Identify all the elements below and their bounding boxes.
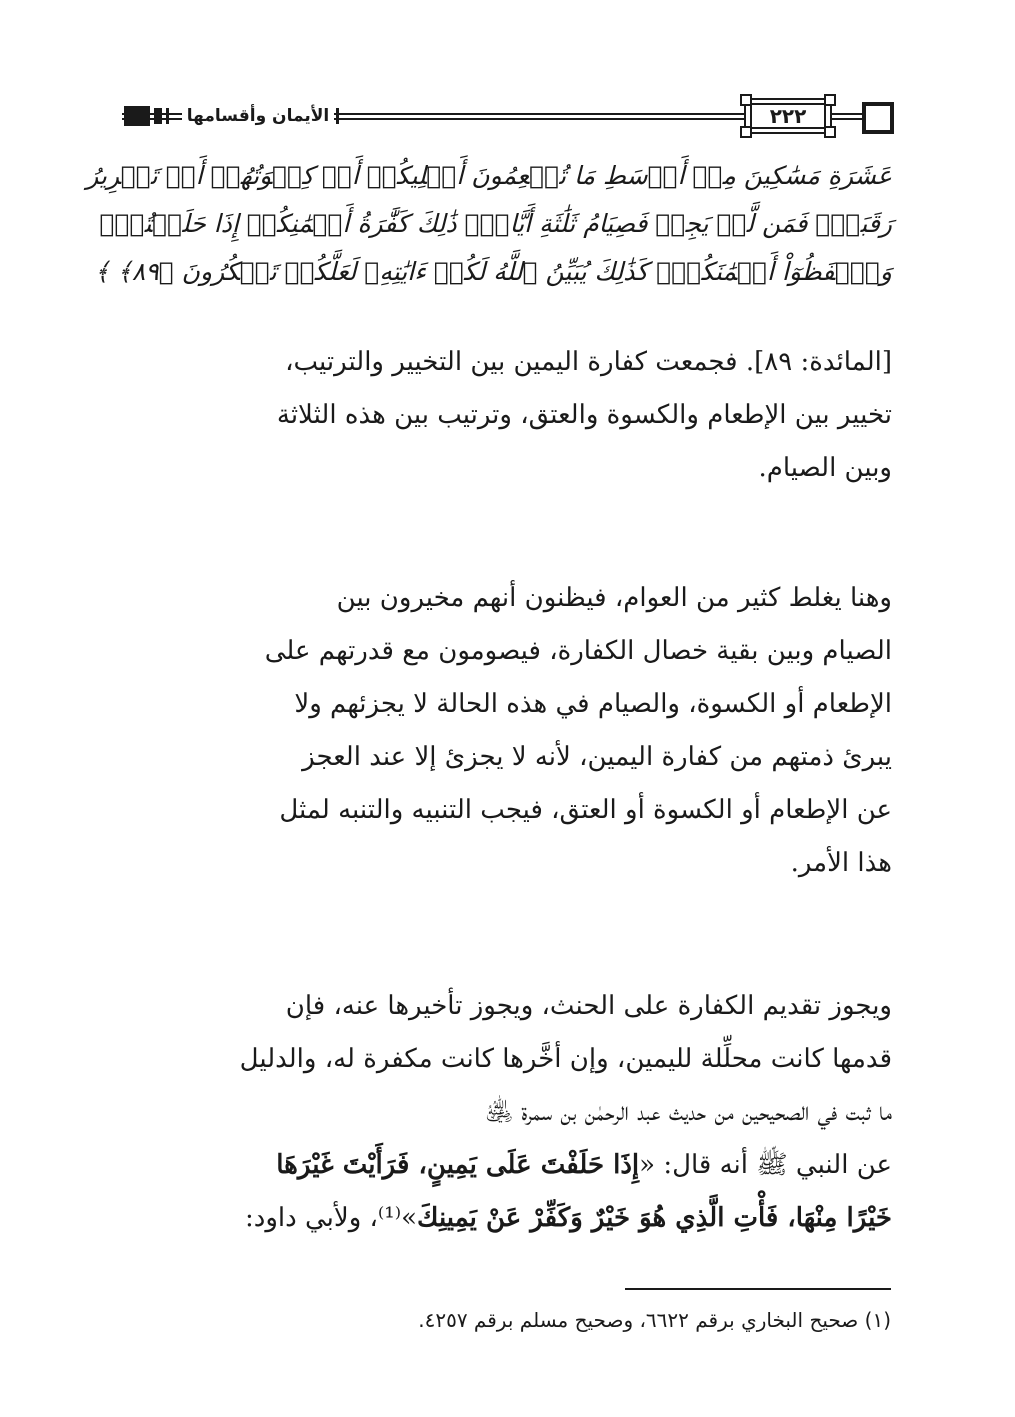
hadith-citation: »⁽¹⁾، ولأبي داود: bbox=[245, 1203, 418, 1233]
text-line: قدمها كانت محلِّلة لليمين، وإن أخَّرها كانت مكفرة له، والدليل bbox=[239, 1044, 892, 1074]
text-line: ما ثبت في الصحيحين من حديث عبد الرحمٰن بن سمرة ﵁ bbox=[484, 1097, 892, 1127]
header-ornament-thin-bar bbox=[166, 108, 169, 124]
quran-verse bbox=[86, 152, 892, 296]
verse-line: عَشَرَةِ مَسَٰكِينَ مِنۡ أَوۡسَطِ مَا تُطۡعِمُونَ أَهۡلِيكُمۡ أَوۡ كِسۡوَتُهُمۡ أَوۡ تَحۡرِيرُ bbox=[86, 161, 892, 190]
paragraph-timing bbox=[122, 980, 892, 1245]
hadith-quote: خَيْرًا مِنْهَا، فَأْتِ الَّذِي هُوَ خَيْرٌ وَكَفِّرْ عَنْ يَمِينِكَ bbox=[417, 1203, 892, 1233]
paragraph-common-mistake bbox=[122, 572, 892, 890]
paragraph-expiation bbox=[122, 336, 892, 495]
header-ornament-block bbox=[124, 106, 150, 126]
header-ornament-square bbox=[862, 102, 894, 134]
text-line: الإطعام أو الكسوة، والصيام في هذه الحالة لا يجزئهم ولا bbox=[294, 689, 892, 719]
text-line: ويجوز تقديم الكفارة على الحنث، ويجوز تأخيرها عنه، فإن bbox=[285, 991, 892, 1021]
text-line: هذا الأمر. bbox=[790, 848, 892, 878]
verse-line: رَقَبَةٖۖ فَمَن لَّمۡ يَجِدۡ فَصِيَامُ ثَلَٰثَةِ أَيَّامٖۚ ذَٰلِكَ كَفَّٰرَةُ أَيۡمَٰنِكُمۡ إِذَا حَلَفۡتُمۡۚ bbox=[99, 209, 892, 238]
text-line: وبين الصيام. bbox=[758, 453, 892, 483]
text-line: يبرئ ذمتهم من كفارة اليمين، لأنه لا يجزئ إلا عند العجز bbox=[302, 742, 892, 772]
text-line: الصيام وبين بقية خصال الكفارة، فيصومون مع قدرتهم على bbox=[264, 636, 892, 666]
text-line bbox=[122, 1139, 892, 1192]
header-ornament-divider bbox=[336, 108, 339, 124]
text-line bbox=[122, 1192, 892, 1245]
text-line: تخيير بين الإطعام والكسوة والعتق، وترتيب بين هذه الثلاثة bbox=[276, 400, 892, 430]
text-line: عن الإطعام أو الكسوة أو العتق، فيجب التنبيه والتنبه لمثل bbox=[279, 795, 892, 825]
header-ornament-bar bbox=[154, 108, 162, 124]
running-header bbox=[122, 96, 892, 136]
page-number: ٢٢٢ bbox=[769, 104, 807, 128]
hadith-quote: إِذَا حَلَفْتَ عَلَى يَمِينٍ، فَرَأَيْتَ غَيْرَهَا bbox=[276, 1150, 640, 1180]
footnote-separator bbox=[625, 1288, 891, 1290]
hadith-intro: عن النبي ﷺ أنه قال: « bbox=[639, 1150, 892, 1180]
text-line: وهنا يغلط كثير من العوام، فيظنون أنهم مخيرون بين bbox=[336, 583, 892, 613]
text-line: [المائدة: ٨٩]. فجمعت كفارة اليمين بين التخيير والترتيب، bbox=[285, 347, 892, 377]
page-number-frame bbox=[744, 98, 832, 134]
chapter-title: الأيمان وأقسامها bbox=[182, 100, 334, 132]
verse-line: وَٱحۡفَظُوٓاْ أَيۡمَٰنَكُمۡۚ كَذَٰلِكَ يُبَيِّنُ ٱللَّهُ لَكُمۡ ءَايَٰتِهِۦ لَعَلَّكُمۡ تَشۡكُرُونَ ﴿٨٩﴾ ﴾ bbox=[94, 257, 892, 286]
footnote: (١) صحيح البخاري برقم ٦٦٢٢، وصحيح مسلم برقم ٤٢٥٧. bbox=[418, 1308, 891, 1332]
